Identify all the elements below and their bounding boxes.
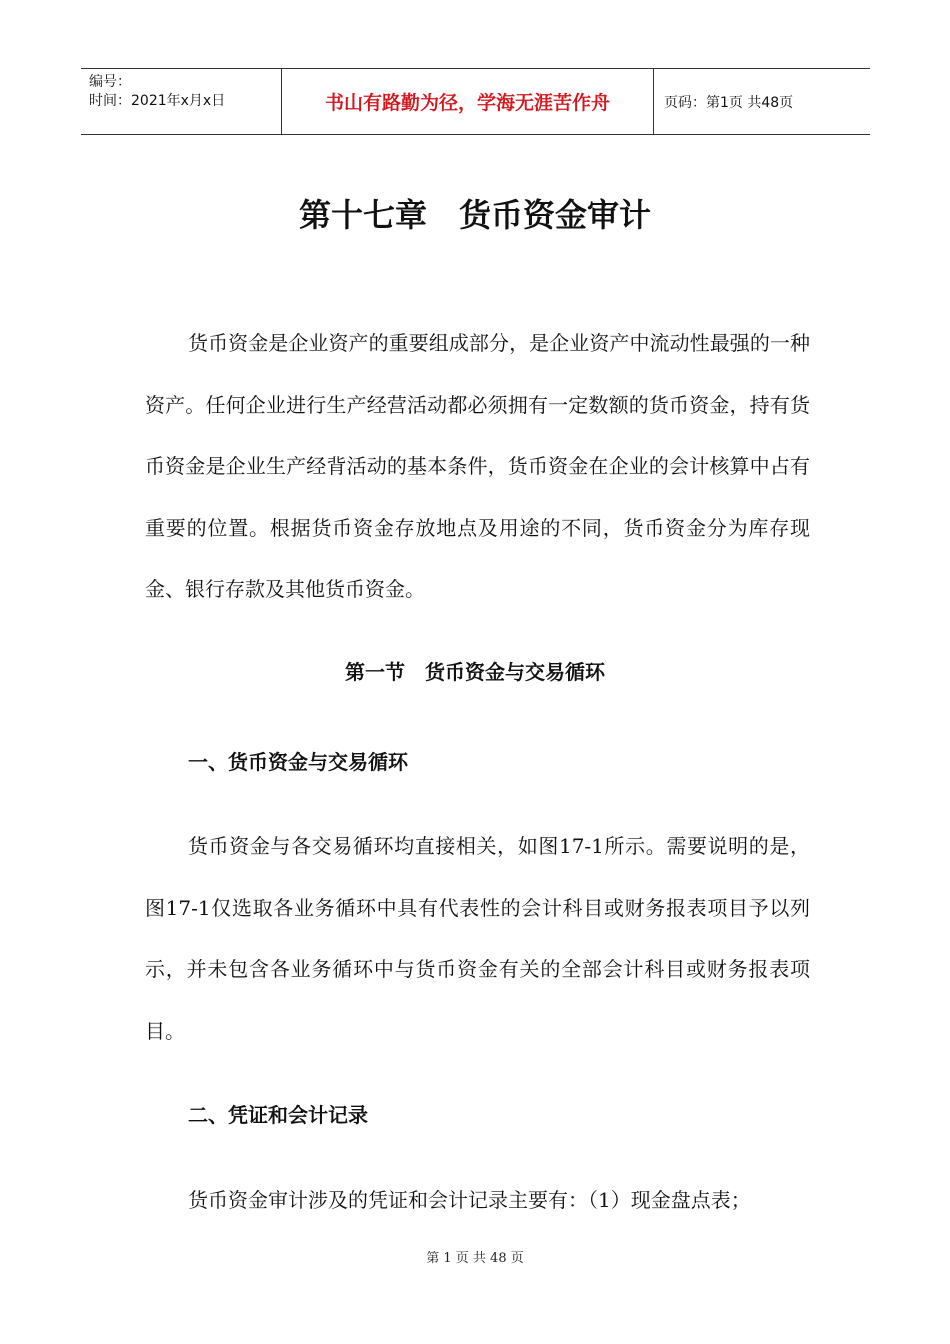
chapter-title: 第十七章 货币资金审计 [298,196,651,234]
section-title: 第一节 货币资金与交易循环 [345,660,605,684]
subsection-title-2: 二、凭证和会计记录 [188,1103,368,1127]
subsection-1-paragraph: 货币资金与各交易循环均直接相关，如图17-1所示。需要说明的是，图17-1仅选取各业务循环中具有代表性的会计科目或财务报表项目予以列示，并未包含各业务循环中与货币资金有关的全部会计科目或财务报表项目。 [145,834,810,1043]
document-time-label: 时间：2021年x月x日 [89,93,226,109]
document-number-label: 编号： [89,74,131,90]
header-page-info: 页码：第1页 共48页 [664,94,794,111]
page-footer: 第 1 页 共 48 页 [426,1251,524,1266]
header-meta [81,69,281,134]
document-header [81,68,870,135]
header-motto: 书山有路勤为径，学海无涯苦作舟 [281,69,654,134]
intro-paragraph: 货币资金是企业资产的重要组成部分，是企业资产中流动性最强的一种资产。任何企业进行生产经营活动都必须拥有一定数额的货币资金，持有货币资金是企业生产经背活动的基本条件，货币资金在企业的会计核算中占有重要的位置。根据货币资金存放地点及用途的不同，货币资金分为库存现金、银行存款及其他货币资金。 [145,331,810,601]
subsection-title-1: 一、货币资金与交易循环 [188,750,408,774]
subsection-2-paragraph: 货币资金审计涉及的凭证和会计记录主要有：（1）现金盘点表； [188,1188,751,1212]
